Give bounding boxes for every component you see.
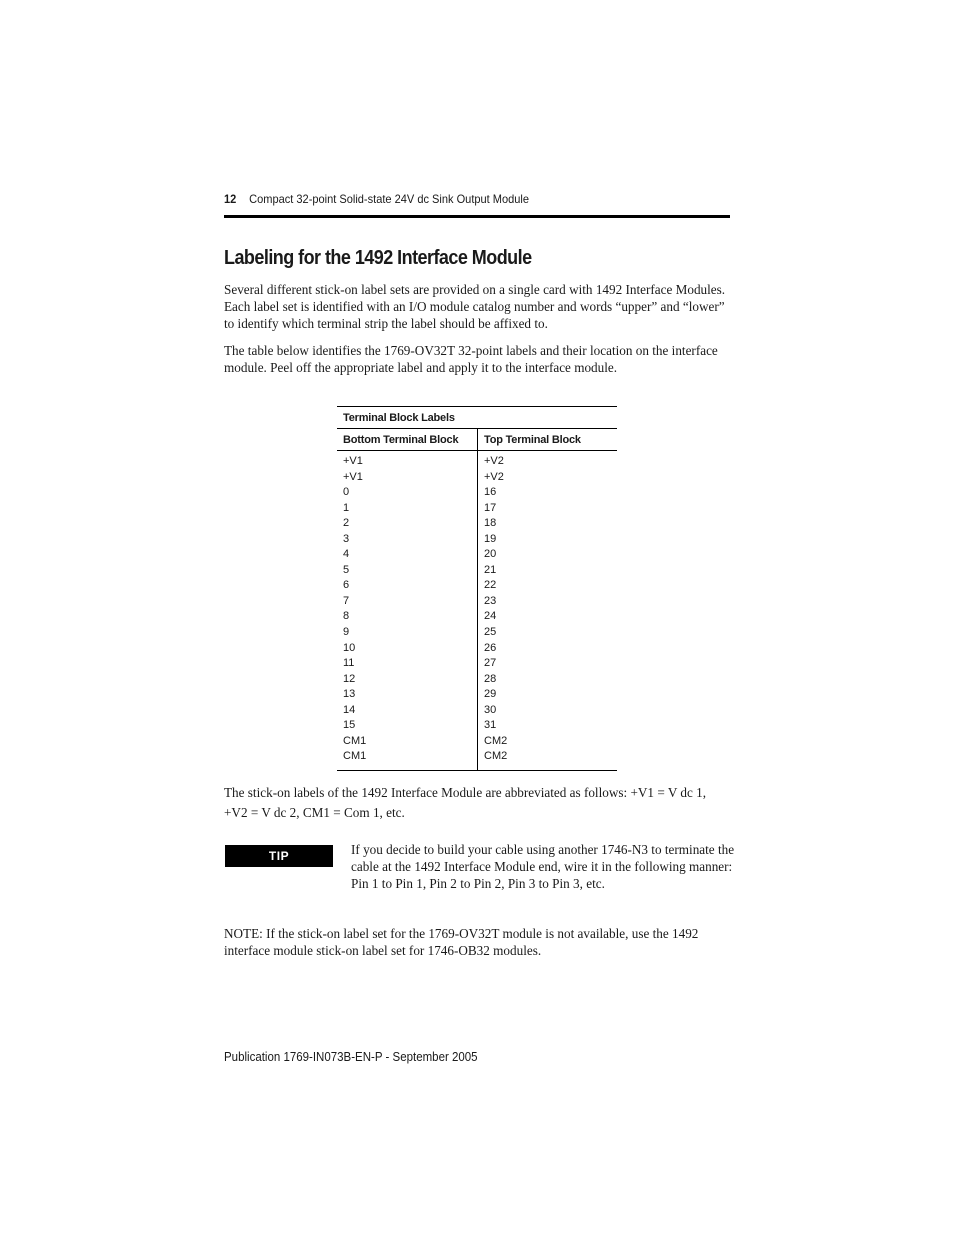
bottom-terminal-cell: CM1 bbox=[337, 734, 478, 750]
top-terminal-cell: CM2 bbox=[484, 750, 508, 763]
table-row bbox=[337, 470, 617, 486]
table-row bbox=[337, 563, 617, 579]
top-terminal-cell: 27 bbox=[484, 657, 497, 670]
table-caption: Terminal Block Labels bbox=[337, 407, 617, 429]
top-terminal-cell: 20 bbox=[484, 548, 497, 561]
table-row bbox=[337, 718, 617, 734]
tip-badge: TIP bbox=[225, 845, 333, 867]
table-row bbox=[337, 734, 617, 750]
top-terminal-cell: +V2 bbox=[484, 455, 504, 467]
top-terminal-cell: 25 bbox=[484, 626, 497, 639]
table-row bbox=[337, 485, 617, 501]
page-number: 12 bbox=[224, 192, 237, 206]
bottom-terminal-cell: 1 bbox=[337, 501, 478, 517]
top-terminal-cell: 16 bbox=[484, 486, 497, 499]
top-terminal-cell: +V2 bbox=[484, 470, 504, 483]
table-caption-row bbox=[337, 407, 617, 429]
running-header bbox=[224, 192, 730, 218]
table-row bbox=[337, 501, 617, 517]
bottom-terminal-cell: 9 bbox=[337, 625, 478, 641]
note-paragraph: NOTE: If the stick-on label set for the 1769-OV32T module is not available, use the 1492 interface module stick-on label set for 1746-OB32 modules. bbox=[224, 926, 699, 958]
intro-paragraph: Several different stick-on label sets are provided on a single card with 1492 Interface Modules. Each label set is identified with an I/O module catalog number and words “upper” and “lower” to identify which terminal strip the label should be affixed to. bbox=[224, 282, 726, 331]
table-row bbox=[337, 547, 617, 563]
top-terminal-cell: 30 bbox=[484, 703, 497, 716]
table-row bbox=[337, 641, 617, 657]
publication-footer: Publication 1769-IN073B-EN-P - September 2005 bbox=[224, 1050, 478, 1064]
abbreviations-paragraph: The stick-on labels of the 1492 Interface Module are abbreviated as follows: +V1 = V dc 1, +V2 = V dc 2, CM1 = Com 1, etc. bbox=[224, 785, 707, 820]
top-terminal-cell: 28 bbox=[484, 672, 497, 685]
bottom-terminal-cell: 14 bbox=[337, 703, 478, 719]
bottom-terminal-cell: 12 bbox=[337, 672, 478, 688]
bottom-terminal-cell: 3 bbox=[337, 532, 478, 548]
bottom-terminal-cell: 8 bbox=[337, 609, 478, 625]
table-row bbox=[337, 609, 617, 625]
bottom-terminal-cell: 4 bbox=[337, 547, 478, 563]
table-row bbox=[337, 749, 617, 770]
top-terminal-cell: 21 bbox=[484, 563, 497, 576]
top-terminal-cell: 29 bbox=[484, 688, 497, 701]
top-terminal-cell: 19 bbox=[484, 532, 497, 545]
top-terminal-cell: 26 bbox=[484, 641, 497, 654]
top-terminal-cell: 22 bbox=[484, 579, 497, 592]
tip-text: If you decide to build your cable using another 1746-N3 to terminate the cable at the 1492 Interface Module end, wire it in the following manner: Pin 1 to Pin 1, Pin 2 to Pin 2, Pin 3 to Pin 3, etc. bbox=[351, 842, 735, 891]
bottom-terminal-cell: 5 bbox=[337, 563, 478, 579]
table-row bbox=[337, 687, 617, 703]
terminal-block-labels-table bbox=[337, 406, 617, 771]
table-row bbox=[337, 594, 617, 610]
bottom-terminal-cell: +V1 bbox=[337, 470, 478, 486]
table-row bbox=[337, 516, 617, 532]
top-terminal-cell: CM2 bbox=[484, 734, 508, 747]
top-terminal-cell: 18 bbox=[484, 517, 497, 530]
bottom-terminal-cell: 11 bbox=[337, 656, 478, 672]
column-header-top: Top Terminal Block bbox=[478, 429, 618, 451]
table-intro-paragraph: The table below identifies the 1769-OV32T 32-point labels and their location on the interface module. Peel off the appropriate label and apply it to the interface module. bbox=[224, 343, 718, 375]
bottom-terminal-cell: 6 bbox=[337, 578, 478, 594]
running-title: Compact 32-point Solid-state 24V dc Sink Output Module bbox=[249, 192, 530, 206]
bottom-terminal-cell: CM1 bbox=[337, 749, 478, 770]
bottom-terminal-cell: 7 bbox=[337, 594, 478, 610]
section-title: Labeling for the 1492 Interface Module bbox=[224, 247, 532, 269]
top-terminal-cell: 23 bbox=[484, 594, 497, 607]
top-terminal-cell: 31 bbox=[484, 719, 497, 732]
table-row bbox=[337, 532, 617, 548]
table-row bbox=[337, 672, 617, 688]
table-row bbox=[337, 451, 617, 470]
bottom-terminal-cell: 15 bbox=[337, 718, 478, 734]
table-row bbox=[337, 578, 617, 594]
bottom-terminal-cell: 10 bbox=[337, 641, 478, 657]
bottom-terminal-cell: 13 bbox=[337, 687, 478, 703]
column-header-bottom: Bottom Terminal Block bbox=[337, 429, 478, 451]
table-row bbox=[337, 625, 617, 641]
table-row bbox=[337, 703, 617, 719]
top-terminal-cell: 24 bbox=[484, 610, 497, 623]
bottom-terminal-cell: 2 bbox=[337, 516, 478, 532]
table-body bbox=[337, 451, 617, 771]
top-terminal-cell: 17 bbox=[484, 501, 497, 514]
bottom-terminal-cell: 0 bbox=[337, 485, 478, 501]
bottom-terminal-cell: +V1 bbox=[337, 451, 478, 470]
table-header-row bbox=[337, 429, 617, 451]
table-row bbox=[337, 656, 617, 672]
